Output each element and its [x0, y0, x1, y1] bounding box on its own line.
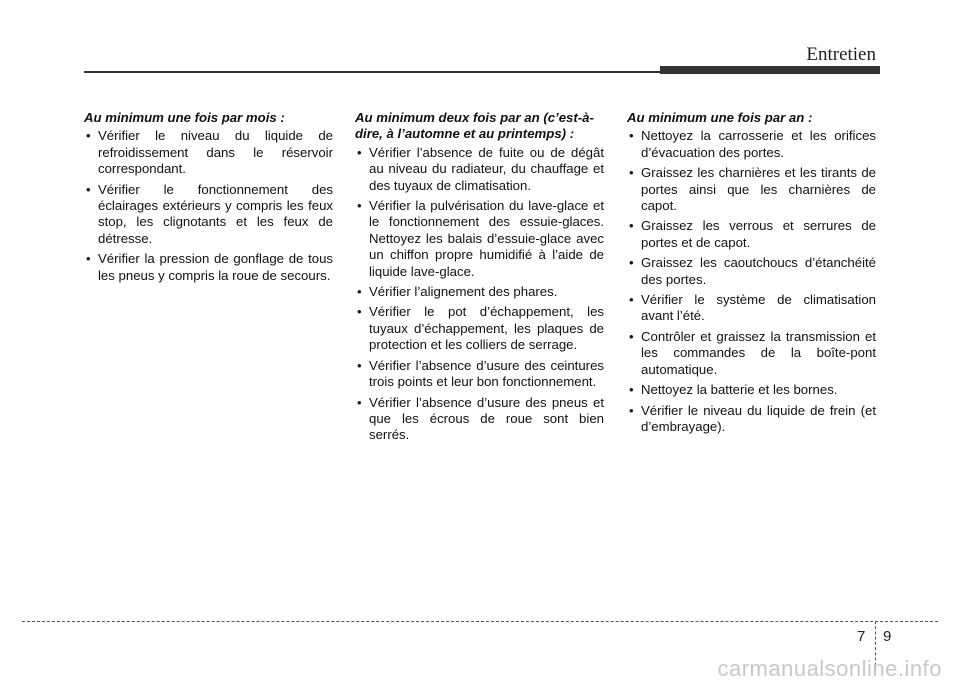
list-item: • Vérifier le niveau du liquide de frein (et d’embrayage). [627, 403, 876, 436]
list-item: • Vérifier le niveau du liquide de refroidissement dans le réservoir correspondant. [84, 128, 333, 177]
list-item: • Vérifier l’absence d’usure des pneus et que les écrous de roue sont bien serrés. [355, 395, 604, 444]
page-number: 9 [883, 628, 892, 645]
header-rule [84, 71, 660, 73]
column-monthly [84, 110, 333, 288]
footer-divider [22, 621, 938, 622]
list-item: • Vérifier le fonctionnement des éclairages extérieurs y compris les feux stop, les clignotants et les feux de détresse. [84, 182, 333, 248]
list-item: • Vérifier le système de climatisation avant l’été. [627, 292, 876, 325]
list-item: • Nettoyez la batterie et les bornes. [627, 382, 876, 398]
column-heading: Au minimum deux fois par an (c’est-à-dire, à l’automne et au printemps) : [355, 110, 594, 142]
column-heading: Au minimum une fois par mois : [84, 110, 285, 125]
column-heading: Au minimum une fois par an : [627, 110, 813, 125]
list-item: • Vérifier l’absence d’usure des ceintures trois points et leur bon fonctionnement. [355, 358, 604, 391]
list-item: • Vérifier la pulvérisation du lave-glace et le fonctionnement des essuie-glaces. Nettoyez les balais d’essuie-glace avec un chiffon propre humidifié à l’aide de liquide lave-glace. [355, 198, 604, 280]
list-item: • Vérifier le pot d’échappement, les tuyaux d’échappement, les plaques de protection et les colliers de serrage. [355, 304, 604, 353]
list-item: • Graissez les charnières et les tirants de portes ainsi que les charnières de capot. [627, 165, 876, 214]
checklist [355, 145, 604, 444]
list-item: • Vérifier l’absence de fuite ou de dégât au niveau du radiateur, du chauffage et des tuyaux de climatisation. [355, 145, 604, 194]
watermark: carmanualsonline.info [717, 656, 942, 681]
list-item: • Graissez les verrous et serrures de portes et de capot. [627, 218, 876, 251]
chapter-number: 7 [857, 628, 866, 645]
list-item: • Graissez les caoutchoucs d’étanchéité des portes. [627, 255, 876, 288]
list-item: • Contrôler et graissez la transmission et les commandes de la boîte-pont automatique. [627, 329, 876, 378]
header-rule-bar [660, 66, 880, 74]
list-item: • Nettoyez la carrosserie et les orifices d’évacuation des portes. [627, 128, 876, 161]
list-item: • Vérifier l’alignement des phares. [355, 284, 604, 300]
column-twice-yearly [355, 110, 604, 448]
column-yearly [627, 110, 876, 439]
section-title: Entretien [806, 44, 876, 65]
checklist [84, 128, 333, 284]
list-item: • Vérifier la pression de gonflage de tous les pneus y compris la roue de secours. [84, 251, 333, 284]
checklist [627, 128, 876, 435]
